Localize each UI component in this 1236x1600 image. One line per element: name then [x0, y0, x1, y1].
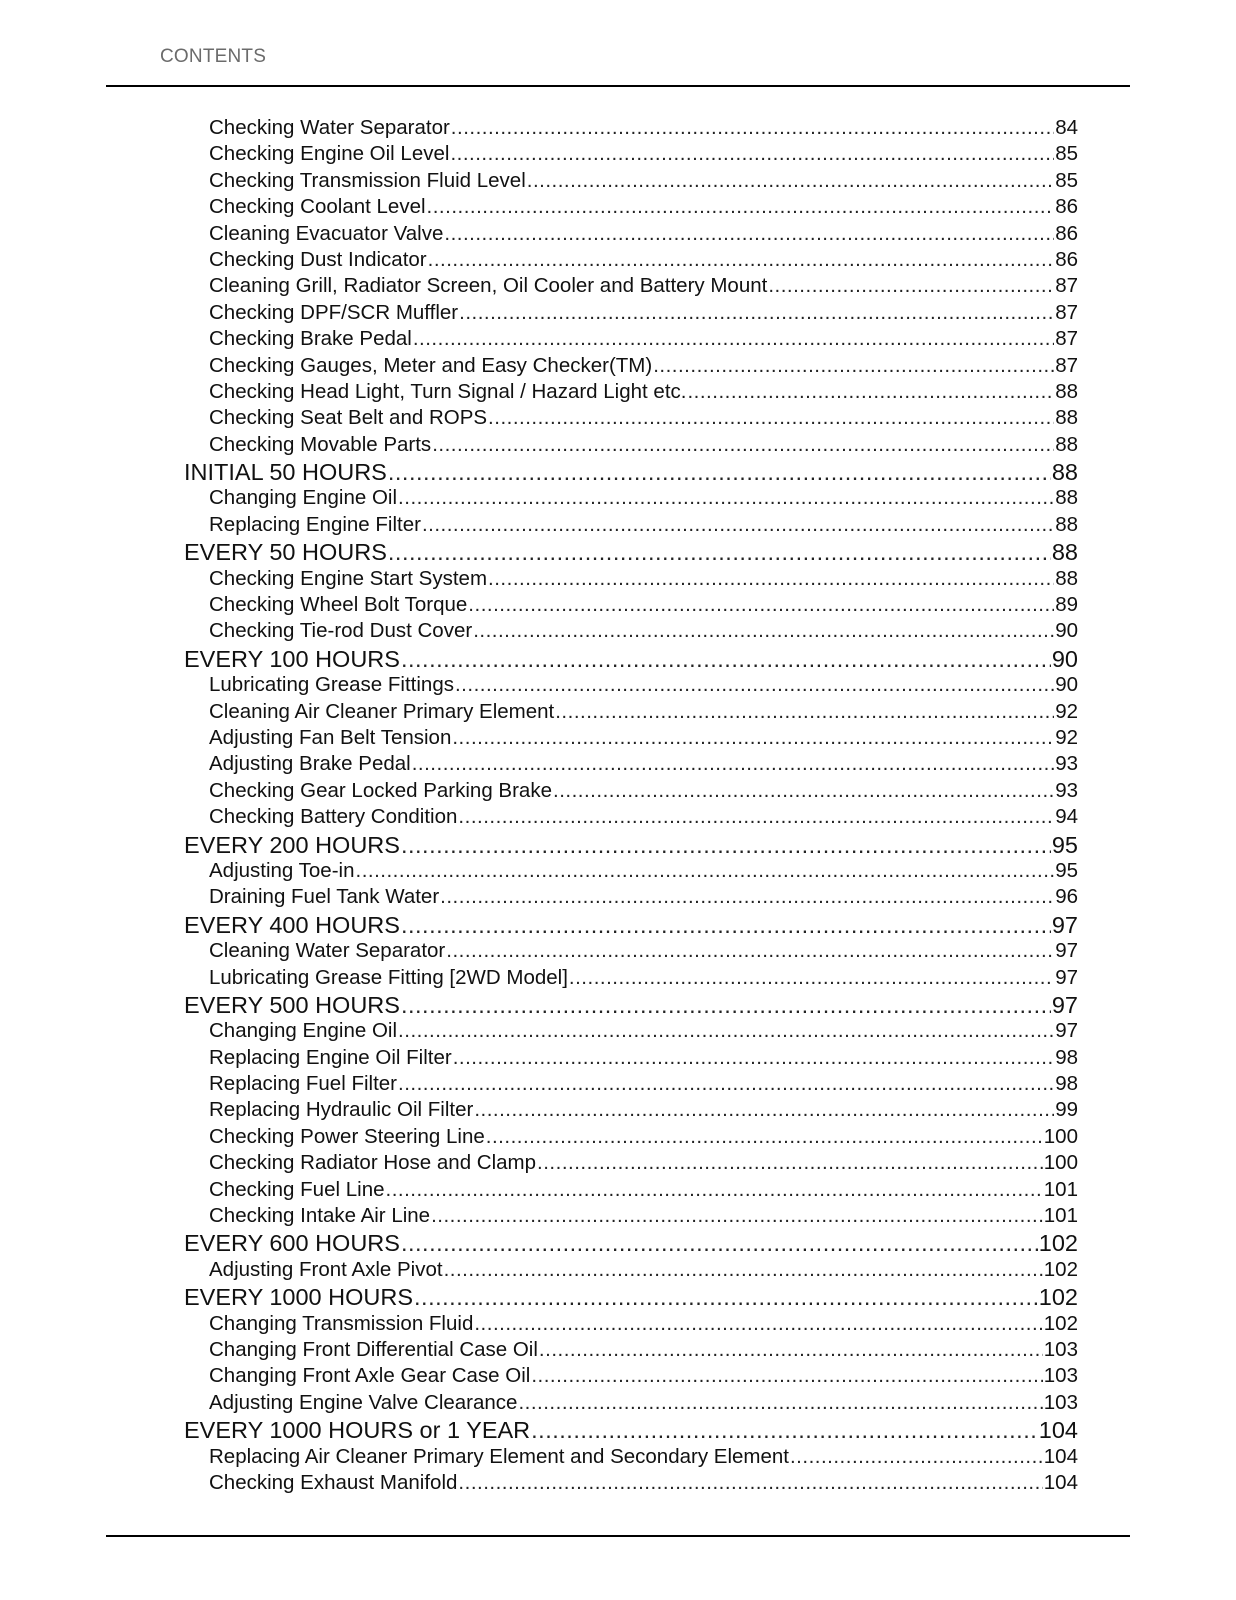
toc-entry — [184, 567, 1078, 593]
toc-entry-title: Replacing Air Cleaner Primary Element and Secondary Element — [209, 1444, 789, 1468]
toc-entry — [184, 700, 1078, 726]
dot-leader — [455, 673, 1054, 697]
toc-entry-title: Checking Intake Air Line — [209, 1204, 431, 1228]
toc-entry — [184, 673, 1078, 699]
toc-entry-title: Adjusting Toe-in — [209, 858, 355, 882]
toc-entry-title: EVERY 1000 HOURS — [184, 1284, 414, 1311]
toc-entry — [184, 380, 1078, 406]
toc-entry-page: 95 — [1051, 831, 1078, 858]
dot-leader — [555, 700, 1054, 724]
toc-entry-title: EVERY 200 HOURS — [184, 831, 400, 858]
toc-entry-page: 89 — [1055, 593, 1078, 617]
toc-entry-title: Adjusting Engine Valve Clearance — [209, 1390, 518, 1414]
toc-entry-title: Checking Head Light, Turn Signal / Hazard Light etc. — [209, 379, 687, 403]
toc-entry — [184, 169, 1078, 195]
toc-entry-page: 93 — [1055, 752, 1078, 776]
dot-leader — [413, 327, 1054, 351]
dot-leader — [488, 406, 1054, 430]
toc-entry-title: Checking Brake Pedal — [209, 327, 412, 351]
dot-leader — [432, 433, 1054, 457]
dot-leader — [427, 195, 1055, 219]
running-header: CONTENTS — [160, 46, 267, 67]
toc-entry — [184, 1312, 1078, 1338]
toc-entry — [184, 274, 1078, 300]
toc-entry-title: Lubricating Grease Fitting [2WD Model] — [209, 965, 568, 989]
dot-leader — [401, 992, 1051, 1019]
toc-entry-title: Cleaning Evacuator Valve — [209, 221, 444, 245]
toc-entry-title: Checking Radiator Hose and Clamp — [209, 1151, 537, 1175]
toc-entry-page: 88 — [1055, 486, 1078, 510]
dot-leader — [459, 301, 1054, 325]
toc-entry-page: 88 — [1055, 432, 1078, 456]
dot-leader — [446, 939, 1054, 963]
toc-entry-title: Adjusting Brake Pedal — [209, 752, 411, 776]
toc-entry-page: 88 — [1055, 566, 1078, 590]
dot-leader — [653, 354, 1054, 378]
toc-entry-title: Checking DPF/SCR Muffler — [209, 300, 459, 324]
toc-entry — [184, 1445, 1078, 1471]
toc-entry-page: 85 — [1055, 168, 1078, 192]
toc-entry — [184, 1046, 1078, 1072]
toc-entry-title: Cleaning Water Separator — [209, 939, 446, 963]
toc-entry-page: 88 — [1055, 379, 1078, 403]
dot-leader — [401, 832, 1051, 859]
toc-entry — [184, 433, 1078, 459]
toc-entry-page: 92 — [1055, 699, 1078, 723]
dot-leader — [518, 1391, 1042, 1415]
toc-entry-title: Lubricating Grease Fittings — [209, 673, 454, 697]
toc-entry-page: 84 — [1055, 116, 1078, 139]
header-rule — [106, 85, 1130, 87]
toc-entry — [184, 1364, 1078, 1390]
toc-entry-title: EVERY 400 HOURS — [184, 911, 400, 938]
toc-entry — [184, 726, 1078, 752]
toc-entry — [184, 354, 1078, 380]
toc-entry-page: 92 — [1055, 725, 1078, 749]
toc-entry-page: 99 — [1055, 1098, 1078, 1122]
toc-entry — [184, 1125, 1078, 1151]
toc-entry — [184, 222, 1078, 248]
toc-entry-page: 103 — [1043, 1337, 1078, 1361]
toc-entry-page: 90 — [1051, 645, 1078, 672]
dot-leader — [474, 1312, 1042, 1336]
toc-section-entry — [184, 1417, 1078, 1444]
toc-entry-title: Checking Engine Start System — [209, 566, 488, 590]
toc-entry-page: 104 — [1038, 1417, 1078, 1444]
dot-leader — [474, 1098, 1054, 1122]
dot-leader — [539, 1338, 1043, 1362]
toc-entry-page: 102 — [1038, 1230, 1078, 1257]
toc-entry-page: 101 — [1043, 1204, 1078, 1228]
toc-entry — [184, 859, 1078, 885]
toc-entry — [184, 1204, 1078, 1230]
dot-leader — [687, 380, 1054, 404]
toc-entry — [184, 779, 1078, 805]
toc-entry-title: Adjusting Front Axle Pivot — [209, 1257, 443, 1281]
dot-leader — [428, 248, 1055, 272]
toc-entry-page: 86 — [1055, 221, 1078, 245]
toc-entry — [184, 301, 1078, 327]
toc-entry-page: 98 — [1055, 1072, 1078, 1096]
toc-entry — [184, 1098, 1078, 1124]
toc-entry-page: 93 — [1055, 778, 1078, 802]
toc-section-entry — [184, 832, 1078, 859]
dot-leader — [431, 1204, 1043, 1228]
toc-entry-title: Checking Dust Indicator — [209, 247, 427, 271]
toc-section-entry — [184, 459, 1078, 486]
toc-entry-title: Checking Power Steering Line — [209, 1124, 485, 1148]
toc-section-entry — [184, 646, 1078, 673]
toc-entry — [184, 1019, 1078, 1045]
toc-entry-title: Checking Tie-rod Dust Cover — [209, 619, 473, 643]
toc-entry — [184, 1391, 1078, 1417]
toc-entry-page: 103 — [1043, 1390, 1078, 1414]
toc-entry-page: 96 — [1055, 885, 1078, 909]
toc-entry — [184, 593, 1078, 619]
toc-entry-title: Draining Fuel Tank Water — [209, 885, 440, 909]
dot-leader — [569, 966, 1054, 990]
dot-leader — [401, 1230, 1038, 1257]
toc-entry-title: Checking Coolant Level — [209, 195, 426, 219]
toc-entry-page: 102 — [1038, 1284, 1078, 1311]
toc-section-entry — [184, 992, 1078, 1019]
toc-entry — [184, 1338, 1078, 1364]
dot-leader — [468, 593, 1054, 617]
dot-leader — [473, 619, 1054, 643]
toc-entry-page: 95 — [1055, 858, 1078, 882]
toc-entry — [184, 486, 1078, 512]
dot-leader — [444, 222, 1054, 246]
dot-leader — [531, 1417, 1038, 1444]
toc-entry-page: 101 — [1043, 1177, 1078, 1201]
toc-entry-page: 85 — [1055, 142, 1078, 166]
dot-leader — [553, 779, 1054, 803]
toc-entry — [184, 142, 1078, 168]
dot-leader — [388, 459, 1051, 486]
toc-entry — [184, 406, 1078, 432]
dot-leader — [386, 1178, 1043, 1202]
toc-entry-title: Cleaning Grill, Radiator Screen, Oil Cooler and Battery Mount — [209, 274, 768, 298]
toc-entry — [184, 1178, 1078, 1204]
dot-leader — [422, 513, 1054, 537]
toc-entry-page: 86 — [1055, 247, 1078, 271]
dot-leader — [440, 885, 1054, 909]
toc-entry-page: 88 — [1051, 459, 1078, 486]
toc-entry-title: Checking Gear Locked Parking Brake — [209, 778, 552, 802]
toc-entry-page: 94 — [1055, 805, 1078, 829]
dot-leader — [488, 567, 1054, 591]
toc-entry — [184, 248, 1078, 274]
dot-leader — [458, 1471, 1042, 1495]
toc-entry-title: Checking Gauges, Meter and Easy Checker(TM) — [209, 353, 653, 377]
dot-leader — [450, 142, 1054, 166]
toc-entry-title: EVERY 50 HOURS — [184, 539, 387, 566]
dot-leader — [768, 274, 1054, 298]
toc-entry-title: Checking Battery Condition — [209, 805, 458, 829]
toc-entry-title: Replacing Hydraulic Oil Filter — [209, 1098, 474, 1122]
toc-entry-title: Checking Movable Parts — [209, 432, 432, 456]
dot-leader — [451, 116, 1054, 140]
dot-leader — [401, 646, 1051, 673]
dot-leader — [412, 752, 1054, 776]
toc-section-entry — [184, 912, 1078, 939]
dot-leader — [527, 169, 1054, 193]
toc-entry-title: EVERY 500 HOURS — [184, 991, 400, 1018]
toc-entry-title: Checking Engine Oil Level — [209, 142, 450, 166]
toc-entry — [184, 752, 1078, 778]
toc-entry — [184, 939, 1078, 965]
toc-section-entry — [184, 539, 1078, 566]
toc-entry-title: Adjusting Fan Belt Tension — [209, 725, 452, 749]
toc-entry-page: 100 — [1043, 1151, 1078, 1175]
dot-leader — [401, 912, 1051, 939]
toc-entry-title: Changing Front Axle Gear Case Oil — [209, 1364, 531, 1388]
toc-entry — [184, 1258, 1078, 1284]
toc-entry-page: 87 — [1055, 274, 1078, 298]
toc-entry-title: Cleaning Air Cleaner Primary Element — [209, 699, 555, 723]
toc-entry-page: 104 — [1043, 1470, 1078, 1494]
toc-entry-title: Checking Transmission Fluid Level — [209, 168, 526, 192]
dot-leader — [398, 1019, 1054, 1043]
toc-entry-title: Replacing Engine Oil Filter — [209, 1045, 452, 1069]
dot-leader — [444, 1258, 1043, 1282]
toc-entry-page: 97 — [1051, 991, 1078, 1018]
toc-entry-title: Replacing Fuel Filter — [209, 1072, 397, 1096]
toc-entry-page: 97 — [1051, 911, 1078, 938]
toc-section-entry — [184, 1284, 1078, 1311]
dot-leader — [356, 859, 1055, 883]
toc-entry-page: 97 — [1055, 939, 1078, 963]
dot-leader — [537, 1151, 1043, 1175]
toc-entry-page: 88 — [1055, 512, 1078, 536]
toc-entry-title: Changing Engine Oil — [209, 486, 398, 510]
toc-entry-page: 87 — [1055, 353, 1078, 377]
toc-entry-title: EVERY 1000 HOURS or 1 YEAR — [184, 1417, 531, 1444]
toc-entry-title: Checking Seat Belt and ROPS — [209, 406, 488, 430]
toc-entry — [184, 619, 1078, 645]
dot-leader — [453, 1046, 1054, 1070]
toc-entry — [184, 1471, 1078, 1497]
toc-entry-title: Checking Fuel Line — [209, 1177, 385, 1201]
toc-entry-page: 98 — [1055, 1045, 1078, 1069]
dot-leader — [452, 726, 1054, 750]
toc-entry-title: Checking Wheel Bolt Torque — [209, 593, 468, 617]
toc-entry — [184, 1151, 1078, 1177]
dot-leader — [398, 1072, 1054, 1096]
footer-rule — [106, 1535, 1130, 1537]
toc-entry — [184, 966, 1078, 992]
toc-entry-page: 86 — [1055, 195, 1078, 219]
toc-entry-page: 87 — [1055, 300, 1078, 324]
toc-section-entry — [184, 1230, 1078, 1257]
toc-entry-page: 90 — [1055, 673, 1078, 697]
table-of-contents — [184, 116, 1078, 1497]
dot-leader — [458, 805, 1054, 829]
toc-entry-page: 97 — [1055, 965, 1078, 989]
toc-entry-page: 104 — [1043, 1444, 1078, 1468]
toc-entry — [184, 195, 1078, 221]
dot-leader — [790, 1445, 1043, 1469]
dot-leader — [388, 539, 1051, 566]
dot-leader — [414, 1284, 1038, 1311]
toc-entry-page: 88 — [1055, 406, 1078, 430]
toc-entry-title: Replacing Engine Filter — [209, 512, 421, 536]
toc-entry-title: EVERY 600 HOURS — [184, 1230, 400, 1257]
toc-entry-title: Changing Front Differential Case Oil — [209, 1337, 538, 1361]
dot-leader — [398, 486, 1054, 510]
toc-entry-title: Changing Engine Oil — [209, 1019, 398, 1043]
toc-entry-page: 100 — [1043, 1124, 1078, 1148]
toc-entry-page: 88 — [1051, 539, 1078, 566]
toc-entry-title: EVERY 100 HOURS — [184, 645, 400, 672]
toc-entry — [184, 116, 1078, 142]
toc-entry-title: Checking Exhaust Manifold — [209, 1470, 458, 1494]
toc-entry-title: Checking Water Separator — [209, 116, 450, 139]
toc-entry — [184, 805, 1078, 831]
toc-entry-page: 102 — [1043, 1311, 1078, 1335]
toc-entry-page: 90 — [1055, 619, 1078, 643]
toc-entry-page: 97 — [1055, 1019, 1078, 1043]
toc-entry — [184, 327, 1078, 353]
toc-entry — [184, 885, 1078, 911]
dot-leader — [486, 1125, 1043, 1149]
toc-entry-page: 87 — [1055, 327, 1078, 351]
toc-entry — [184, 513, 1078, 539]
toc-entry-page: 102 — [1043, 1257, 1078, 1281]
toc-entry-title: Changing Transmission Fluid — [209, 1311, 474, 1335]
toc-entry-page: 103 — [1043, 1364, 1078, 1388]
toc-entry — [184, 1072, 1078, 1098]
dot-leader — [531, 1364, 1042, 1388]
toc-entry-title: INITIAL 50 HOURS — [184, 459, 387, 486]
